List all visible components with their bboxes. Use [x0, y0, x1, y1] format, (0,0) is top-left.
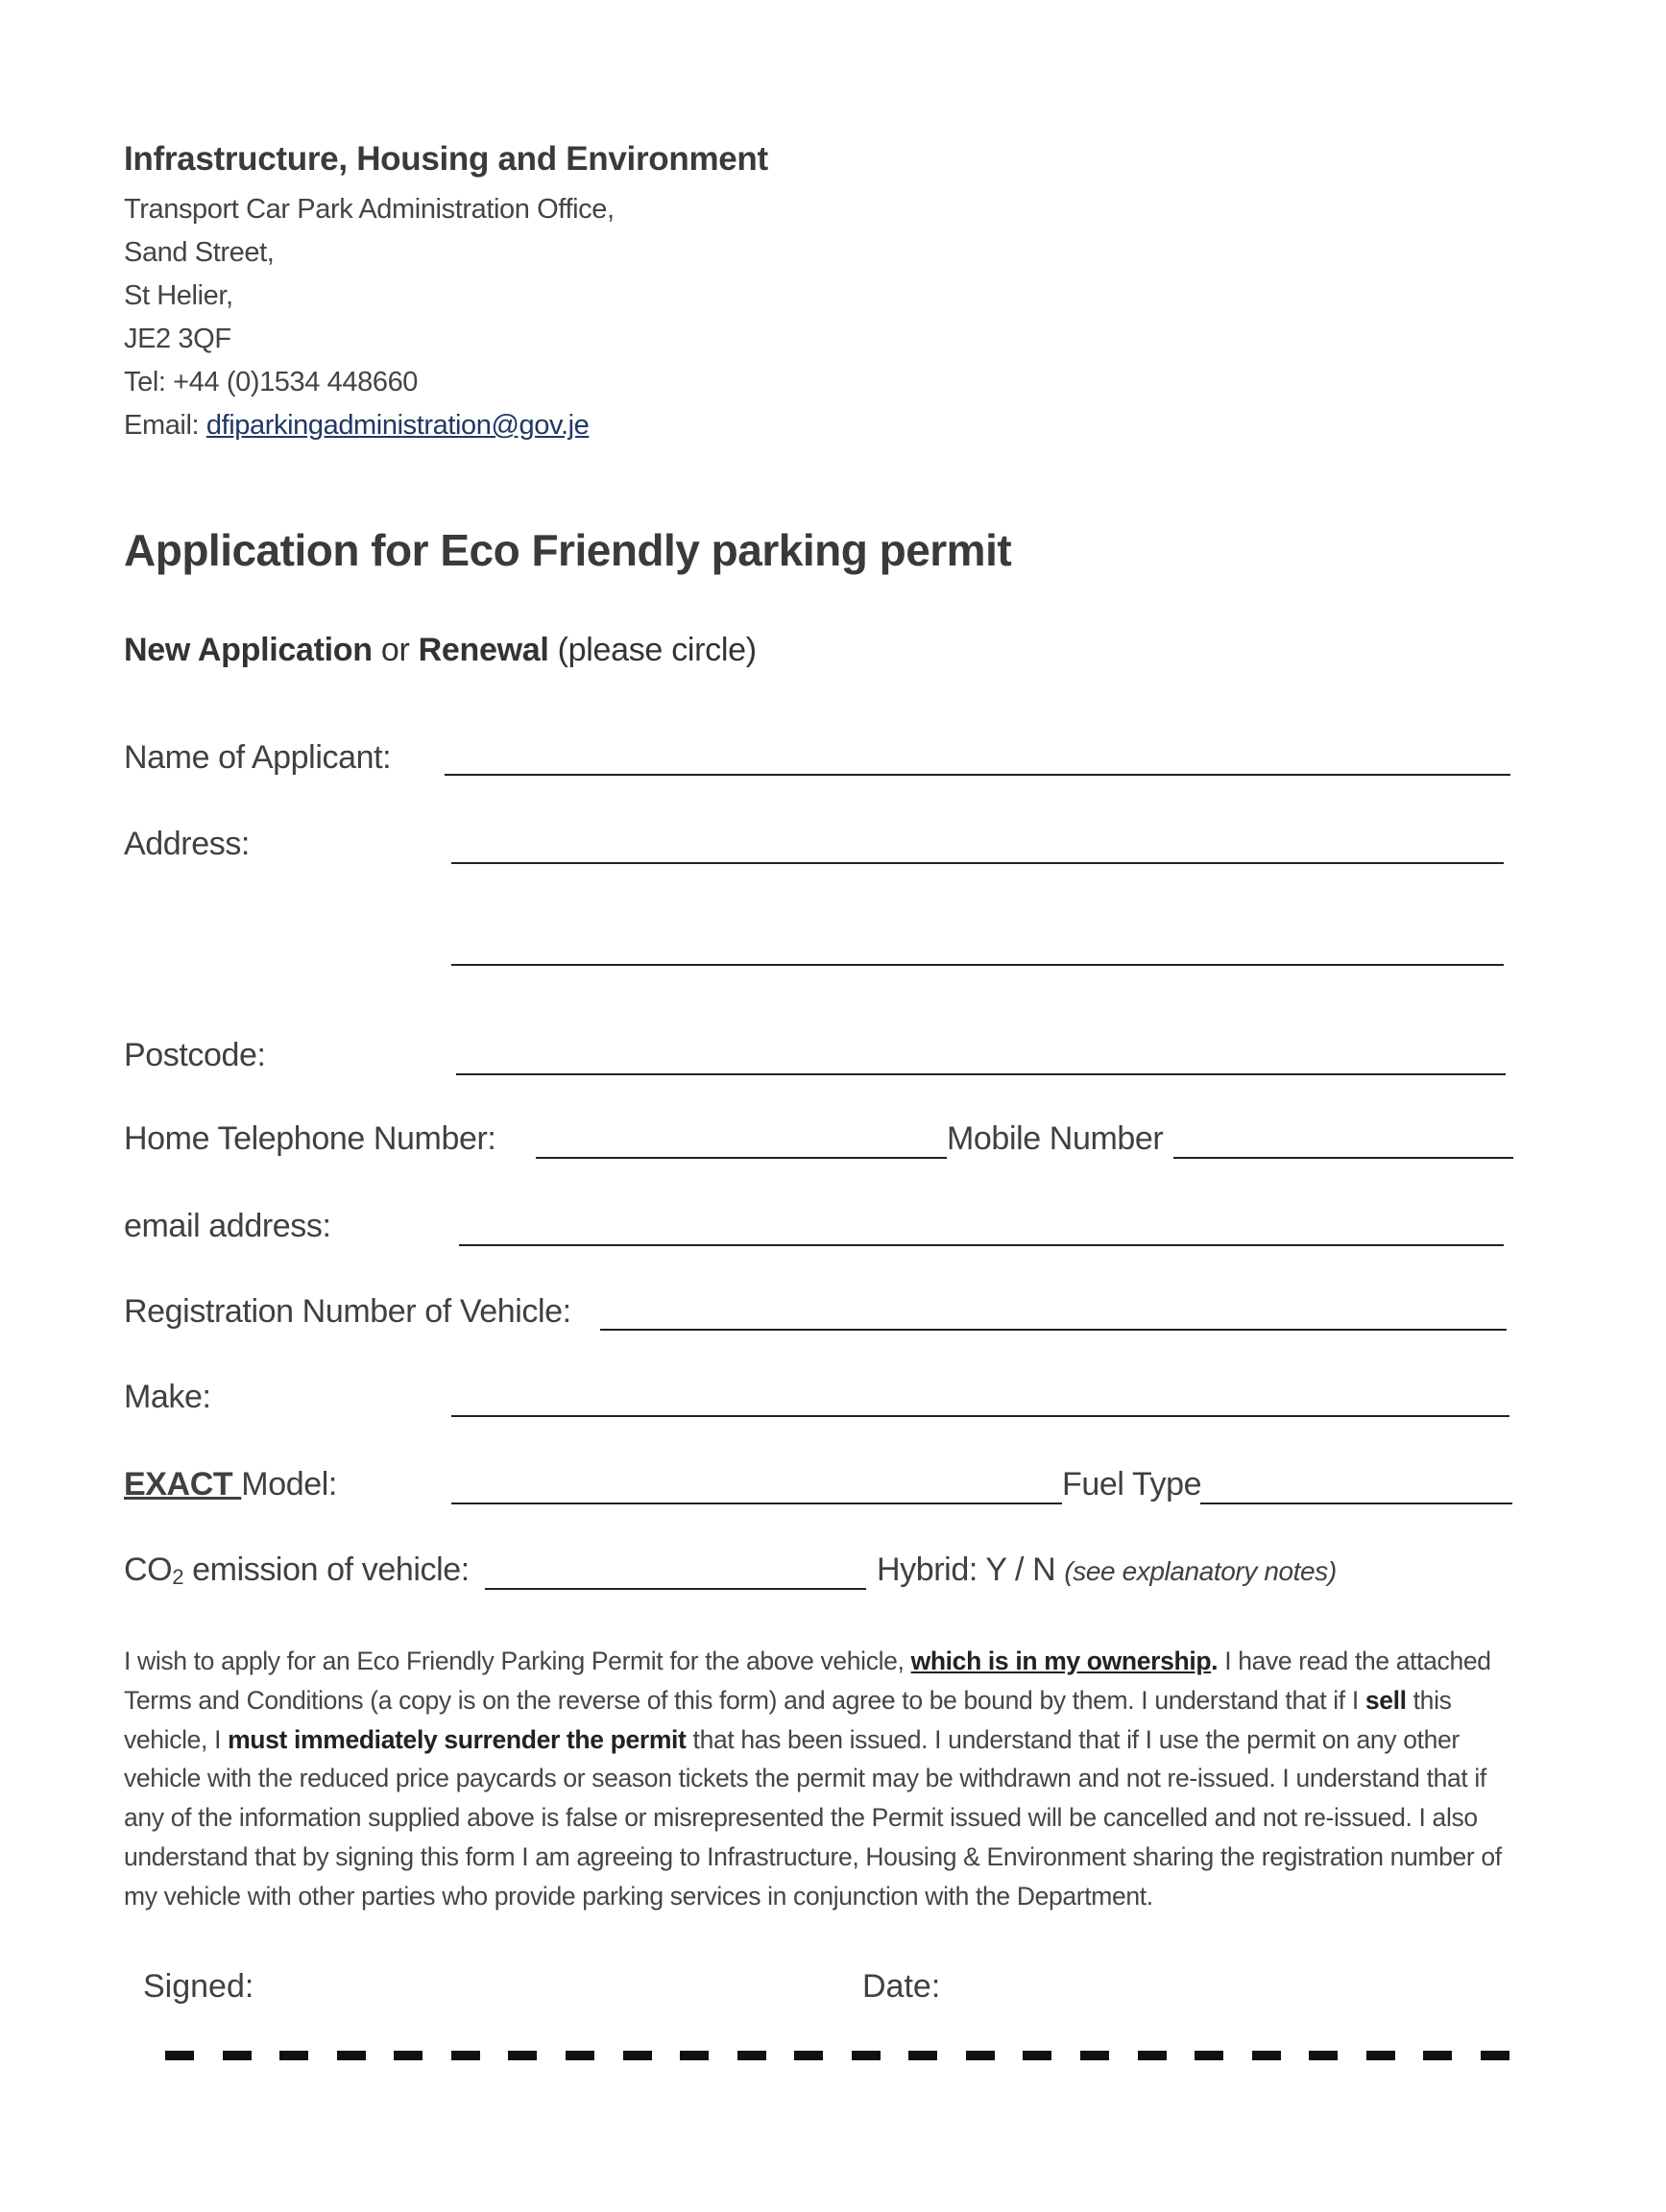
co2-subscript: 2: [172, 1565, 184, 1590]
home-telephone-field[interactable]: [536, 1157, 947, 1159]
mobile-field[interactable]: [1173, 1157, 1513, 1159]
model-label: [124, 1466, 337, 1503]
make-label: Make:: [124, 1379, 211, 1415]
email-address-field[interactable]: [459, 1244, 1504, 1246]
hybrid-text: Hybrid: Y / N: [877, 1551, 1065, 1588]
signed-label: Signed:: [143, 1968, 254, 2005]
co2-text: CO: [124, 1551, 173, 1588]
name-label: Name of Applicant:: [124, 739, 392, 776]
declaration-paragraph: I wish to apply for an Eco Friendly Parking Permit for the above vehicle, which is in my ownership. I have read the attached Terms and Conditions (a copy is on the reverse of this form) and agree to be bound by them. I understand that if I sell this vehicle, I must immediately surrender the permit that has been issued. I understand that if I use the permit on any other vehicle with the reduced price paycards or season tickets the permit may be withdrawn and not re-issued. I understand that if any of the information supplied above is false or misrepresented the Permit issued will be cancelled and not re-issued. I also understand that by signing this form I am agreeing to Infrastructure, Housing & Environment sharing the registration number of my vehicle with other parties who provide parking services in conjunction with the Department.: [124, 1647, 1502, 1911]
email-label: Email:: [124, 410, 206, 441]
fuel-type-field[interactable]: [1200, 1503, 1512, 1504]
new-application-option[interactable]: New Application: [124, 632, 373, 668]
office-line: Transport Car Park Administration Office,: [124, 194, 615, 225]
page-title: Application for Eco Friendly parking permit: [124, 525, 1012, 575]
mobile-label: Mobile Number: [947, 1120, 1164, 1157]
sell-emphasis: sell: [1364, 1685, 1407, 1715]
postcode-line: JE2 3QF: [124, 324, 231, 354]
telephone-line: Tel: +44 (0)1534 448660: [124, 367, 419, 397]
ownership-emphasis: which is in my ownership: [910, 1647, 1212, 1675]
email-address-label: email address:: [124, 1208, 331, 1244]
date-label: Date:: [862, 1968, 941, 2005]
postcode-label: Postcode:: [124, 1037, 266, 1073]
home-telephone-label: Home Telephone Number:: [124, 1120, 496, 1157]
model-field[interactable]: [451, 1503, 1062, 1504]
address-label: Address:: [124, 826, 250, 862]
model-text: Model:: [241, 1466, 337, 1503]
application-type: [124, 632, 757, 669]
circle-note: (please circle): [548, 632, 757, 668]
co2-label: [124, 1551, 470, 1589]
renewal-option[interactable]: Renewal: [418, 632, 549, 668]
surrender-emphasis: must immediately surrender the permit: [228, 1724, 687, 1754]
email-line: [124, 410, 589, 442]
registration-field[interactable]: [600, 1329, 1507, 1331]
hybrid-label: [877, 1551, 1337, 1589]
address-field-line-2[interactable]: [451, 964, 1504, 966]
address-field-line-1[interactable]: [451, 862, 1504, 864]
postcode-field[interactable]: [456, 1073, 1506, 1075]
cut-line-divider: [165, 2051, 1509, 2060]
department-name: Infrastructure, Housing and Environment: [124, 140, 768, 178]
email-link[interactable]: dfiparkingadministration@gov.je: [205, 410, 590, 441]
exact-emphasis: EXACT: [124, 1466, 242, 1503]
or-text: or: [372, 632, 419, 668]
co2-field[interactable]: [485, 1588, 866, 1590]
registration-label: Registration Number of Vehicle:: [124, 1293, 571, 1330]
fuel-type-label: Fuel Type: [1062, 1466, 1202, 1503]
name-field[interactable]: [445, 774, 1510, 776]
make-field[interactable]: [451, 1415, 1509, 1417]
co2-emission-text: emission of vehicle:: [183, 1551, 470, 1588]
street-line: Sand Street,: [124, 237, 275, 268]
town-line: St Helier,: [124, 280, 233, 311]
hybrid-note: (see explanatory notes): [1064, 1556, 1337, 1586]
